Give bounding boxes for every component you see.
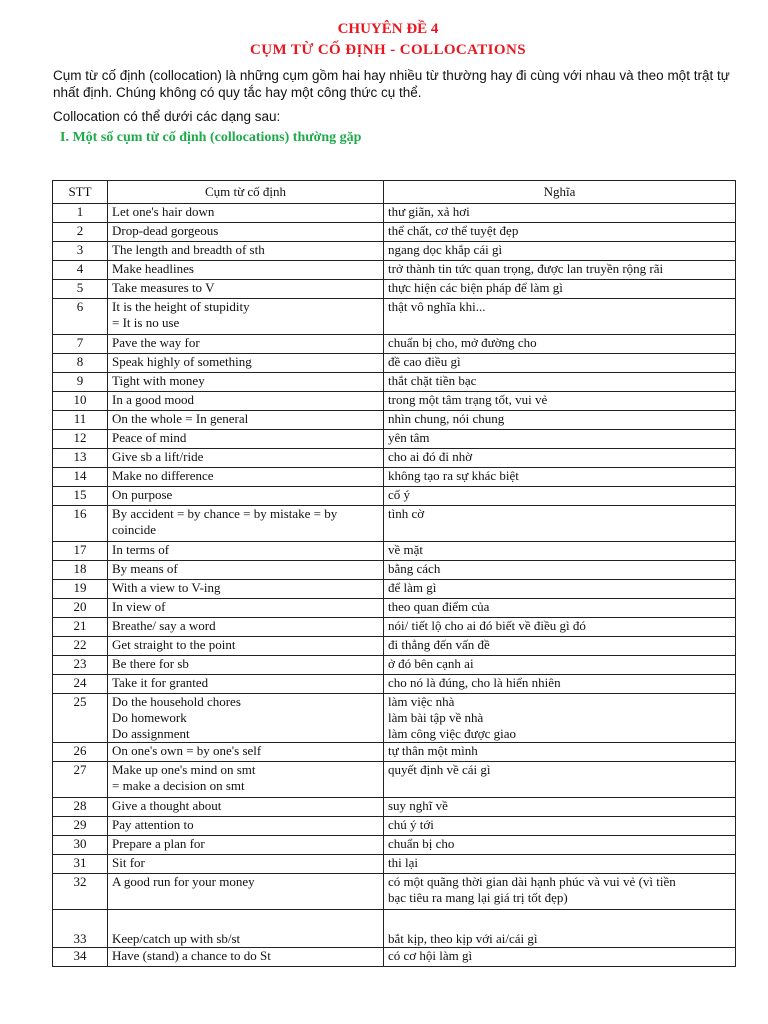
row-meaning bbox=[384, 204, 736, 223]
row-stt: 11 bbox=[53, 411, 108, 430]
row-meaning bbox=[384, 656, 736, 675]
table-row bbox=[53, 580, 736, 599]
table-row bbox=[53, 910, 736, 948]
row-meaning bbox=[384, 637, 736, 656]
row-stt: 23 bbox=[53, 656, 108, 675]
row-stt: 28 bbox=[53, 798, 108, 817]
table-row bbox=[53, 449, 736, 468]
row-meaning-line: tình cờ bbox=[388, 506, 425, 521]
row-meaning-line: trở thành tin tức quan trọng, được lan truyền rộng rãi bbox=[388, 261, 664, 276]
table-row bbox=[53, 855, 736, 874]
row-meaning bbox=[384, 874, 736, 910]
row-stt: 21 bbox=[53, 618, 108, 637]
document-title: CHUYÊN ĐỀ 4 bbox=[337, 21, 439, 37]
row-phrase bbox=[108, 743, 384, 762]
row-phrase-line: On one's own = by one's self bbox=[112, 743, 262, 758]
row-stt: 34 bbox=[53, 948, 108, 967]
row-meaning-line: không tạo ra sự khác biệt bbox=[388, 468, 519, 483]
row-meaning-line: làm công việc được giao bbox=[388, 726, 516, 741]
row-meaning bbox=[384, 506, 736, 542]
row-phrase-line: On the whole = In general bbox=[112, 411, 249, 426]
row-phrase bbox=[108, 836, 384, 855]
row-phrase-line: Peace of mind bbox=[112, 430, 187, 445]
row-meaning-line: để làm gì bbox=[388, 580, 437, 595]
row-meaning-line: yên tâm bbox=[388, 430, 430, 445]
row-meaning-line: ở đó bên cạnh ai bbox=[388, 656, 474, 671]
row-phrase-line: On purpose bbox=[112, 487, 173, 502]
row-phrase bbox=[108, 618, 384, 637]
table-row bbox=[53, 694, 736, 743]
intro-forms-line: Collocation có thể dưới các dạng sau: bbox=[53, 109, 281, 124]
row-stt: 25 bbox=[53, 694, 108, 743]
table-row bbox=[53, 762, 736, 798]
row-stt: 2 bbox=[53, 223, 108, 242]
row-phrase bbox=[108, 656, 384, 675]
row-meaning-line: thư giãn, xả hơi bbox=[388, 204, 470, 219]
row-stt: 16 bbox=[53, 506, 108, 542]
row-meaning bbox=[384, 335, 736, 354]
row-meaning bbox=[384, 817, 736, 836]
row-phrase-line: The length and breadth of sth bbox=[112, 242, 265, 257]
row-phrase-line: Drop-dead gorgeous bbox=[112, 223, 219, 238]
row-phrase-line: By accident = by chance = by mistake = by bbox=[112, 506, 338, 521]
row-meaning-line: ngang dọc khắp cái gì bbox=[388, 242, 503, 257]
table-row bbox=[53, 542, 736, 561]
row-meaning bbox=[384, 468, 736, 487]
row-phrase bbox=[108, 373, 384, 392]
row-meaning-line: theo quan điểm của bbox=[388, 599, 490, 614]
row-meaning-line: bắt kịp, theo kịp với ai/cái gì bbox=[388, 931, 538, 946]
row-phrase-line: Breathe/ say a word bbox=[112, 618, 216, 633]
row-phrase-line: = make a decision on smt bbox=[112, 778, 245, 793]
table-row bbox=[53, 637, 736, 656]
row-meaning bbox=[384, 743, 736, 762]
row-phrase-line: Pay attention to bbox=[112, 817, 194, 832]
row-stt: 18 bbox=[53, 561, 108, 580]
table-row bbox=[53, 948, 736, 967]
row-meaning bbox=[384, 430, 736, 449]
table-row bbox=[53, 836, 736, 855]
row-meaning-line: suy nghĩ về bbox=[388, 798, 448, 813]
row-meaning bbox=[384, 910, 736, 948]
row-stt: 12 bbox=[53, 430, 108, 449]
row-phrase bbox=[108, 542, 384, 561]
row-phrase-line: Do assignment bbox=[112, 726, 190, 741]
row-meaning bbox=[384, 836, 736, 855]
table-row bbox=[53, 798, 736, 817]
row-meaning bbox=[384, 242, 736, 261]
row-phrase bbox=[108, 561, 384, 580]
row-phrase bbox=[108, 411, 384, 430]
row-meaning-line: nhìn chung, nói chung bbox=[388, 411, 505, 426]
row-phrase-line: Keep/catch up with sb/st bbox=[112, 931, 241, 946]
row-meaning bbox=[384, 411, 736, 430]
table-row bbox=[53, 618, 736, 637]
intro-paragraph: Cụm từ cố định (collocation) là những cụm gồm hai hay nhiều từ thường hay đi cùng với nhau và theo một trật tự nhất định. Chúng không có quy tắc hay một công thức cụ thể. bbox=[53, 68, 730, 100]
row-phrase bbox=[108, 204, 384, 223]
row-stt: 1 bbox=[53, 204, 108, 223]
row-meaning-line: thi lại bbox=[388, 855, 418, 870]
row-stt: 7 bbox=[53, 335, 108, 354]
table-row bbox=[53, 874, 736, 910]
table-row bbox=[53, 599, 736, 618]
row-stt: 27 bbox=[53, 762, 108, 798]
header-meaning: Nghĩa bbox=[384, 181, 736, 204]
row-meaning bbox=[384, 261, 736, 280]
row-phrase bbox=[108, 449, 384, 468]
row-meaning bbox=[384, 580, 736, 599]
row-meaning-line: bạc tiêu ra mang lại giá trị tốt đẹp) bbox=[388, 890, 568, 905]
row-meaning-line: cho ai đó đi nhờ bbox=[388, 449, 473, 464]
table-row bbox=[53, 299, 736, 335]
row-stt: 22 bbox=[53, 637, 108, 656]
row-phrase bbox=[108, 223, 384, 242]
row-meaning bbox=[384, 373, 736, 392]
row-phrase bbox=[108, 430, 384, 449]
table-row bbox=[53, 411, 736, 430]
table-header-row bbox=[53, 181, 736, 204]
table-row bbox=[53, 392, 736, 411]
row-meaning bbox=[384, 487, 736, 506]
row-phrase-line: Pave the way for bbox=[112, 335, 200, 350]
row-phrase bbox=[108, 817, 384, 836]
row-meaning-line: làm bài tập về nhà bbox=[388, 710, 484, 725]
row-meaning bbox=[384, 354, 736, 373]
row-phrase bbox=[108, 874, 384, 910]
row-meaning-line: đề cao điều gì bbox=[388, 354, 461, 369]
row-phrase bbox=[108, 354, 384, 373]
row-phrase-line: Let one's hair down bbox=[112, 204, 215, 219]
row-meaning-line: quyết định về cái gì bbox=[388, 762, 491, 777]
row-phrase bbox=[108, 468, 384, 487]
row-phrase bbox=[108, 299, 384, 335]
row-meaning bbox=[384, 694, 736, 743]
row-phrase-line: Have (stand) a chance to do St bbox=[112, 948, 271, 963]
table-row bbox=[53, 242, 736, 261]
table-row bbox=[53, 204, 736, 223]
row-meaning bbox=[384, 561, 736, 580]
row-meaning bbox=[384, 599, 736, 618]
row-meaning-line: bằng cách bbox=[388, 561, 441, 576]
header-stt: STT bbox=[53, 181, 108, 204]
row-phrase bbox=[108, 580, 384, 599]
row-phrase bbox=[108, 694, 384, 743]
row-meaning-line: cho nó là đúng, cho là hiển nhiên bbox=[388, 675, 561, 690]
row-stt: 24 bbox=[53, 675, 108, 694]
row-stt: 13 bbox=[53, 449, 108, 468]
row-meaning-line: về mặt bbox=[388, 542, 424, 557]
section-heading: I. Một số cụm từ cố định (collocations) thường gặp bbox=[60, 130, 362, 145]
row-stt: 14 bbox=[53, 468, 108, 487]
row-phrase bbox=[108, 242, 384, 261]
row-meaning bbox=[384, 392, 736, 411]
row-phrase bbox=[108, 280, 384, 299]
table-row bbox=[53, 817, 736, 836]
table-row bbox=[53, 280, 736, 299]
row-meaning-line: nói/ tiết lộ cho ai đó biết về điều gì đó bbox=[388, 618, 586, 633]
table-body bbox=[53, 204, 736, 967]
row-stt: 32 bbox=[53, 874, 108, 910]
row-stt: 15 bbox=[53, 487, 108, 506]
row-stt: 6 bbox=[53, 299, 108, 335]
row-meaning bbox=[384, 542, 736, 561]
row-stt: 8 bbox=[53, 354, 108, 373]
row-phrase-line: coincide bbox=[112, 522, 157, 537]
row-meaning-line: chuẩn bị cho bbox=[388, 836, 455, 851]
row-stt: 29 bbox=[53, 817, 108, 836]
row-phrase-line: It is the height of stupidity bbox=[112, 299, 250, 314]
table-row bbox=[53, 656, 736, 675]
table-row bbox=[53, 468, 736, 487]
row-phrase bbox=[108, 855, 384, 874]
row-phrase-line: Speak highly of something bbox=[112, 354, 252, 369]
row-meaning bbox=[384, 299, 736, 335]
row-phrase-line: Do the household chores bbox=[112, 694, 241, 709]
row-phrase bbox=[108, 637, 384, 656]
row-phrase bbox=[108, 798, 384, 817]
row-meaning-line: có cơ hội làm gì bbox=[388, 948, 473, 963]
row-phrase-line: By means of bbox=[112, 561, 178, 576]
row-stt: 33 bbox=[53, 910, 108, 948]
row-phrase-line: Give sb a lift/ride bbox=[112, 449, 204, 464]
row-meaning bbox=[384, 280, 736, 299]
table-row bbox=[53, 675, 736, 694]
row-meaning-line: cố ý bbox=[388, 487, 411, 502]
row-phrase-line: Do homework bbox=[112, 710, 187, 725]
row-phrase bbox=[108, 506, 384, 542]
row-phrase-line: Get straight to the point bbox=[112, 637, 236, 652]
row-phrase-line: Take measures to V bbox=[112, 280, 215, 295]
row-stt: 5 bbox=[53, 280, 108, 299]
row-stt: 17 bbox=[53, 542, 108, 561]
table-row bbox=[53, 223, 736, 242]
row-meaning-line: thật vô nghĩa khi... bbox=[388, 299, 486, 314]
row-phrase-line: Be there for sb bbox=[112, 656, 189, 671]
row-phrase-line: In a good mood bbox=[112, 392, 194, 407]
row-phrase-line: In terms of bbox=[112, 542, 170, 557]
row-stt: 26 bbox=[53, 743, 108, 762]
row-stt: 9 bbox=[53, 373, 108, 392]
table-row bbox=[53, 561, 736, 580]
row-meaning bbox=[384, 798, 736, 817]
row-phrase-line: In view of bbox=[112, 599, 166, 614]
row-phrase bbox=[108, 261, 384, 280]
row-phrase bbox=[108, 487, 384, 506]
table-row bbox=[53, 335, 736, 354]
row-phrase-line: With a view to V-ing bbox=[112, 580, 221, 595]
row-phrase bbox=[108, 910, 384, 948]
row-phrase-line: = It is no use bbox=[112, 315, 180, 330]
row-meaning-line: tự thân một mình bbox=[388, 743, 478, 758]
row-meaning bbox=[384, 855, 736, 874]
row-phrase bbox=[108, 675, 384, 694]
row-meaning-line: thực hiện các biện pháp để làm gì bbox=[388, 280, 563, 295]
table-row bbox=[53, 430, 736, 449]
row-phrase-line: Make no difference bbox=[112, 468, 214, 483]
row-stt: 31 bbox=[53, 855, 108, 874]
row-meaning bbox=[384, 675, 736, 694]
row-meaning bbox=[384, 618, 736, 637]
row-meaning bbox=[384, 948, 736, 967]
row-stt: 20 bbox=[53, 599, 108, 618]
table-row bbox=[53, 373, 736, 392]
table-row bbox=[53, 261, 736, 280]
row-stt: 4 bbox=[53, 261, 108, 280]
row-meaning bbox=[384, 223, 736, 242]
row-stt: 30 bbox=[53, 836, 108, 855]
row-phrase-line: Prepare a plan for bbox=[112, 836, 205, 851]
row-meaning-line: đi thẳng đến vấn đề bbox=[388, 637, 490, 652]
header-phrase: Cụm từ cố định bbox=[108, 181, 384, 204]
row-meaning-line: thắt chặt tiền bạc bbox=[388, 373, 477, 388]
row-phrase-line: Sit for bbox=[112, 855, 145, 870]
table-row bbox=[53, 354, 736, 373]
row-meaning-line: chú ý tới bbox=[388, 817, 434, 832]
row-phrase-line: Tight with money bbox=[112, 373, 205, 388]
row-meaning bbox=[384, 762, 736, 798]
row-meaning-line: trong một tâm trạng tốt, vui vẻ bbox=[388, 392, 548, 407]
row-meaning bbox=[384, 449, 736, 468]
row-phrase bbox=[108, 335, 384, 354]
row-phrase-line: Make up one's mind on smt bbox=[112, 762, 256, 777]
row-phrase-line: A good run for your money bbox=[112, 874, 255, 889]
row-phrase-line: Take it for granted bbox=[112, 675, 209, 690]
row-meaning-line: chuẩn bị cho, mở đường cho bbox=[388, 335, 537, 350]
row-stt: 19 bbox=[53, 580, 108, 599]
row-phrase bbox=[108, 762, 384, 798]
document-subtitle: CỤM TỪ CỐ ĐỊNH - COLLOCATIONS bbox=[250, 42, 526, 58]
row-stt: 3 bbox=[53, 242, 108, 261]
row-phrase-line: Give a thought about bbox=[112, 798, 222, 813]
table-row bbox=[53, 743, 736, 762]
row-meaning-line: làm việc nhà bbox=[388, 694, 455, 709]
row-stt: 10 bbox=[53, 392, 108, 411]
row-meaning-line: thể chất, cơ thể tuyệt đẹp bbox=[388, 223, 519, 238]
table-row bbox=[53, 487, 736, 506]
row-phrase bbox=[108, 392, 384, 411]
row-phrase bbox=[108, 599, 384, 618]
row-phrase-line: Make headlines bbox=[112, 261, 194, 276]
row-meaning-line: có một quãng thời gian dài hạnh phúc và vui vẻ (vì tiền bbox=[388, 874, 676, 889]
collocations-table bbox=[52, 180, 736, 967]
row-phrase bbox=[108, 948, 384, 967]
table-row bbox=[53, 506, 736, 542]
